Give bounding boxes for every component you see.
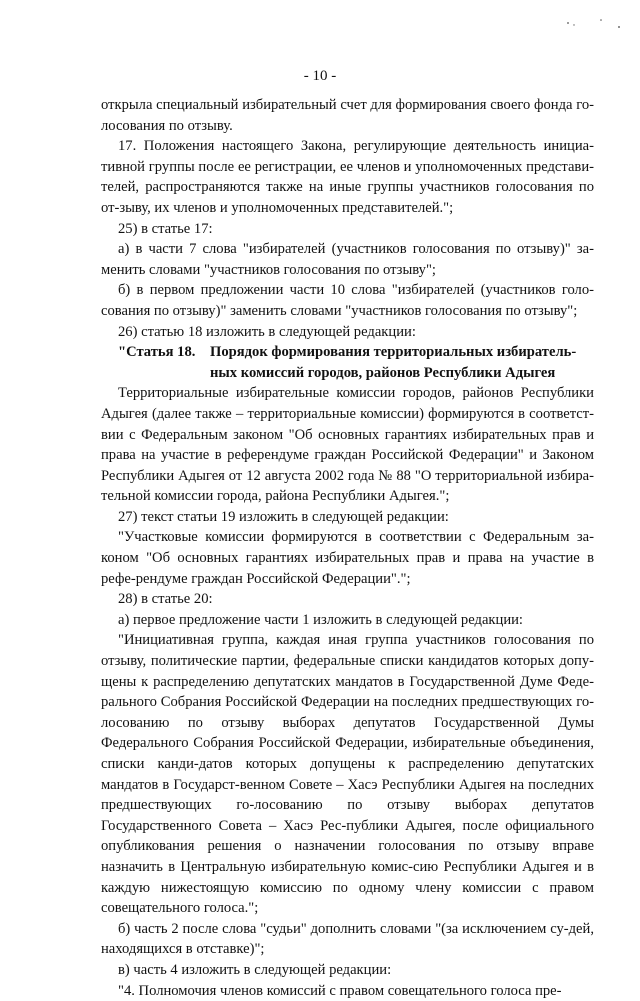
article-heading — [101, 342, 594, 383]
paragraph: б) в первом предложении части 10 слова "избирателей (участников голо-сования по отзыву)" заменить словами "участников голосования по отзыву"; — [101, 282, 594, 319]
article-number: "Статья 18. — [118, 344, 196, 361]
paragraph: 26) статью 18 изложить в следующей редакции: — [118, 323, 416, 340]
paragraph: б) часть 2 после слова "судьи" дополнить словами "(за исключением су-дей, находящихся в отставке)"; — [101, 920, 594, 958]
document-body — [101, 95, 594, 1001]
paragraph: 17. Положения настоящего Закона, регулирующие деятельность инициа-тивной группы после ее регистрации, ее членов и уполномоченных представи-телей, распространяются также на иные группы участников голосования по от-зыву, их членов и уполномоченных представителей."; — [101, 138, 594, 216]
article-title-line: ных комиссий городов, районов Республики Адыгея — [210, 364, 556, 381]
paragraph: в) часть 4 изложить в следующей редакции: — [118, 961, 392, 978]
paragraph: "Участковые комиссии формируются в соответствии с Федеральным за-коном "Об основных гарантиях избирательных прав и права на участие в рефе-рендуме граждан Российской Федерации"."; — [101, 529, 594, 587]
paragraph: а) в части 7 слова "избирателей (участников голосования по отзыву)" за-менить словами "участников голосования по отзыву"; — [101, 241, 594, 278]
paragraph: 27) текст статьи 19 изложить в следующей редакции: — [118, 508, 449, 525]
paragraph: "Инициативная группа, каждая иная группа участников голосования по отзыву, политические партии, федеральные списки кандидатов которых допу-щены к распределению депутатских мандатов в Государственной Думе Феде-рального Собрания Российской Федерации на последних предшествующих го-лосованию по отзыву выборах депутатов Государственной Думы Федерального Собрания Российской Федерации, избирательные объединения, списки канди-датов которых допущены к распределению депутатских мандатов в Государст-венном Совете – Хасэ Республики Адыгея на последних предшествующих го-лосованию по отзыву выборах депутатов Государственного Совета – Хасэ Рес-публики Адыгея, после официального опубликования решения о назначении голосования по отзыву вправе назначить в Центральную избирательную комис-сию Республики Адыгея и в каждую нижестоящую комиссию по одному члену комиссии с правом совещательного голоса."; — [101, 632, 594, 917]
paragraph: "4. Полномочия членов комиссий с правом совещательного голоса пре- — [118, 982, 562, 999]
paragraph: 25) в статье 17: — [118, 220, 213, 237]
paragraph: открыла специальный избирательный счет для формирования своего фонда го-лосования по отзыву. — [101, 97, 594, 134]
paragraph: 28) в статье 20: — [118, 591, 213, 608]
page-number: - 10 - — [303, 68, 337, 84]
article-title-line: Порядок формирования территориальных избиратель- — [210, 344, 577, 361]
article-title — [210, 342, 594, 383]
scan-artifact-icon — [565, 14, 625, 30]
paragraph: а) первое предложение части 1 изложить в следующей редакции: — [118, 611, 523, 628]
paragraph: Территориальные избирательные комиссии городов, районов Республики Адыгея (далее также – территориальные комиссии) формируются в соответст-вии с Федеральным законом "Об основных гарантиях избирательных прав и права на участие в референдуме граждан Российской Федерации" и Законом Республики Адыгея от 12 августа 2002 года № 88 "О территориальной избира-тельной комиссии города, района Республики Адыгея."; — [101, 385, 594, 505]
